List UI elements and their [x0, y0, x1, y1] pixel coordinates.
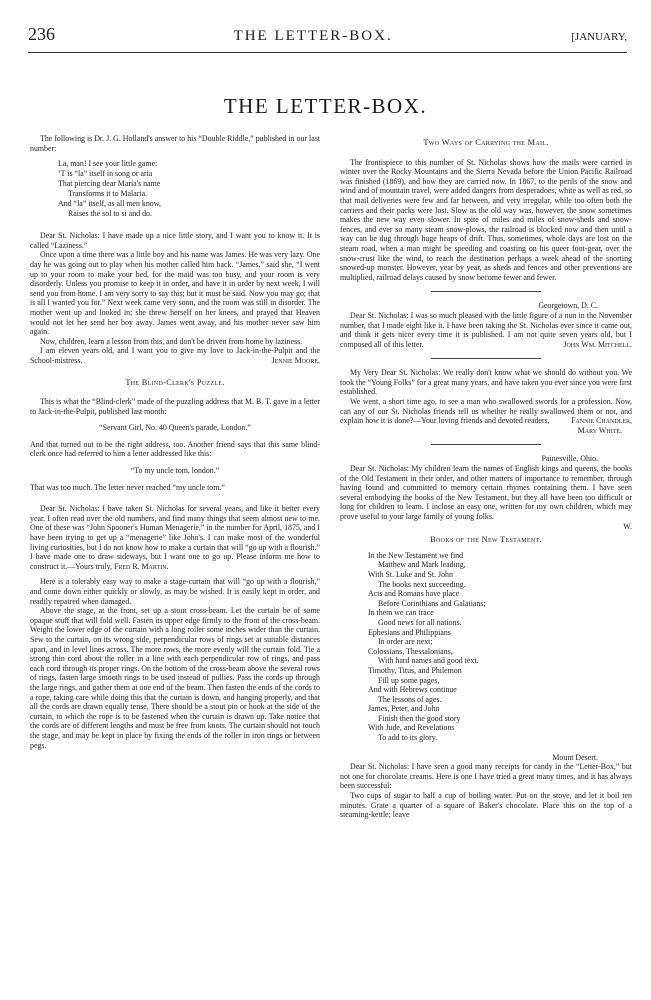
- poem-line: Ephesians and Philippians: [368, 627, 451, 637]
- mail-heading: Two Ways of Carrying the Mail.: [423, 138, 549, 147]
- poem-line: The books next succeeding.: [378, 579, 466, 589]
- divider: [431, 358, 541, 359]
- letter-signature: Jennie Moore.: [271, 355, 320, 365]
- header-rule: [28, 52, 627, 53]
- riddle-verse: [58, 159, 320, 219]
- letter-text: I am eleven years old, and I want you to give my love to Jack-in-the-Pulpit and the School-mistress.: [30, 346, 320, 365]
- poem-line: And with Hebrews continue: [368, 685, 457, 695]
- letter-paragraph: Dear St. Nicholas: I have seen a good many receipts for candy in the “Letter-Box,” but not one for chocolate creams. Here is one I have tried a great many times, and it has always been successful:: [340, 762, 632, 791]
- letter-paragraph: [30, 346, 320, 365]
- letter-paragraph: Now, children, learn a lesson from this, and don't be driven from home by laziness.: [40, 336, 303, 346]
- letter-signature: Fannie Chandler,: [571, 416, 632, 426]
- letter-paragraph: My Very Dear St. Nicholas: We really don't know what we should do without you. We took the “Young Folks” for a great many years, and have taken you ever since you were first established.: [340, 368, 632, 397]
- answer-paragraph: Above the stage, at the front, set up a stout cross-beam. Let the curtain be of some opaque stuff that will fold well. Fasten its upper edge firmly to the front of the cross-beam. Weight the lower edge of the curtain with a long roller some inches wider than the curtain. Sew to the curtain, on its wrong side, perpendicular rows of rings set at suitable distances apart, and in level lines across. The more rows, the more evenly will the curtain fold. Tie a strong thin cord about the roller in a line with each perpendicular row of rings, and pass each cord through its proper rings. On the bottom of the cross-beam above the several rows of rings, fasten large smooth rings to be used instead of pullies. Pass the cords up through the large rings, and gather them at one end of the beam. Then fasten the ends of the cords to a rope, taking care while doing this that the curtain is down, and hanging properly, and that all the cords are drawn equally tense. There should be a stout pin or hook at the side of the curtain, to which the rope is to be fastened when the curtain is drawn up. Take notice that the cords are of different lengths and must be free from knots. The curtain should not touch the stage, and may be kept in place by fixing the ends of the roller in iron rings or between pegs.: [30, 606, 320, 750]
- poem-line: In order are next;: [378, 637, 433, 647]
- page-number: 236: [28, 24, 55, 44]
- poem-line: In them we can trace: [368, 608, 434, 618]
- puzzle-end: That was too much. The letter never reached “my uncle tom.”: [30, 482, 225, 492]
- verse-line: And “la” itself, as all men know,: [58, 199, 161, 209]
- letter-signature: W.: [623, 521, 632, 531]
- letter-paragraph: Two cups of sugar to half a cup of boiling water. Put on the stove, and let it boil ten minutes. Grate a quarter of a square of Baker's chocolate. Place this on the top of a steaming-kettle; leave: [340, 791, 632, 820]
- verse-line: That piercing dear Maria's name: [58, 179, 161, 189]
- poem-line: Matthew and Mark leading,: [378, 560, 466, 570]
- letter-signature: Fred R. Martin.: [113, 561, 169, 571]
- poem-line: With St. Luke and St. John: [368, 569, 453, 579]
- poem-line: Colossians, Thessalonians,: [368, 646, 453, 656]
- poem-line: With hard names and good text.: [378, 656, 479, 666]
- dateline: Painesville, Ohio.: [541, 454, 598, 464]
- poem-line: To add to its glory.: [378, 733, 438, 743]
- divider: [431, 291, 541, 292]
- answer-paragraph: Here is a tolerably easy way to make a stage-curtain that will “go up with a flourish,” and come down either quickly or slowly, as may be wished. It is easily kept in order, and readily repaired when damaged.: [30, 577, 320, 606]
- poem-line: Timothy, Titus, and Philemon: [368, 665, 462, 675]
- verse-line: ‘T is “la” itself in song or aria: [58, 169, 153, 179]
- letter-paragraph: [340, 397, 632, 426]
- poem-line: Acts and Romans have place: [368, 589, 460, 599]
- poem-line: Before Corinthians and Galatians;: [378, 598, 486, 608]
- puzzle-intro: This is what the “Blind-clerk” made of the puzzling address that M. B. T. gave in a letter to Jack-in-the-Pulpit, published last month:: [30, 397, 320, 416]
- poem-line: Finish then the good story: [378, 713, 461, 723]
- letter-paragraph: [340, 311, 632, 349]
- divider: [431, 444, 541, 445]
- quoted-address: “To my uncle tom, london.”: [130, 466, 220, 476]
- letter-signature: Mary White.: [577, 425, 622, 435]
- letter-paragraph: [30, 504, 320, 571]
- quoted-address: “Servant Girl, No. 40 Queen's parade, London.”: [99, 423, 251, 433]
- dateline: Mount Desert.: [552, 752, 598, 762]
- page-header: [28, 24, 627, 48]
- poem: [368, 551, 632, 743]
- poem-line: The lessons of ages.: [378, 694, 442, 704]
- right-column: [340, 134, 632, 820]
- running-title: THE LETTER-BOX.: [233, 28, 393, 44]
- poem-line: James, Peter, and John: [368, 704, 440, 714]
- poem-line: Good news for all nations.: [378, 617, 462, 627]
- letter-signature: John Wm. Mitchell.: [563, 339, 632, 349]
- puzzle-heading: The Blind-Clerk's Puzzle.: [125, 377, 225, 387]
- verse-line: Transforms it to Malaria.: [68, 189, 148, 199]
- dateline: Georgetown, D. C.: [538, 301, 598, 311]
- mail-paragraph: The frontispiece to this number of St. Nicholas shows how the mails were carried in winter over the Rocky Mountains and the Sierra Nevada before the Union Pacific Railroad was finished (1869), and how they are carried now. In 1867, to the perils of the snow and wind and of mountain travel, were added dangers from desperadoes, white as well as red, so that mail deliveries were few and far between, and very irregular, while too often both the carriers and their packs were lost. Slow as the old way was, however, the snow sometimes makes the new way even slower. In spite of miles and miles of snow-sheds and snow-fences, and ever so many steam snow-plows, the railroad is blocked now and then until a way can be dug through huge heaps of drift. Thus, sometimes, whole days are lost on the steam road, when a man might be speeding and coasting on his queer foot-gear, over the snow-crust like the wind, to reach the destination perhaps a week ahead of the snorting snowed-up monster. However, year by year, as sheds and fences and other preventions are multiplied, railroad delays caused by snow become fewer and fewer.: [340, 157, 632, 282]
- puzzle-middle: And that turned out to be the right address, too. Another friend says that this same blind-clerk once had referred to him a letter addressed like this:: [30, 439, 320, 459]
- riddle-intro: The following is Dr. J. G. Holland's answer to his “Double Riddle,” published in our last number:: [30, 134, 320, 153]
- section-title: THE LETTER-BOX.: [223, 94, 428, 118]
- poem-line: With Jude, and Revelations: [368, 723, 455, 733]
- letter-paragraph: Dear St. Nicholas: I have made up a nice little story, and I want you to know it. It is called “Laziness.”: [30, 231, 320, 250]
- letter-text: Dear St. Nicholas: I have taken St. Nicholas for several years, and like it better every year. I often read over the old numbers, and find many things that seem almost new to me. One of these was “John Spooner's Human Menagerie,” in the number for April, 1875, and I have been trying to get up a “menagerie” like John's. I can make most of the wonderful living curiosities, but I do not know how to make a curtain that will “go up with a flourish.” I have made one to draw sideways, but I want one to go up. Please inform me how to construct it.—Yours truly,: [30, 504, 320, 571]
- verse-line: Raises the sol to si and do.: [68, 209, 152, 219]
- poem-line: Fill up some pages,: [378, 675, 440, 685]
- letter-paragraph: Dear St. Nicholas: My children learn the names of English kings and queens, the books of the Old Testament in their order, and other matters of importance to remember, through having found and committed to memory certain rhymes containing them. I have seen several embodying the books of the New Testament, but they all have been too difficult or long for children to learn. I inclose an easy one, written for my own children, which may prove useful to your large family of young folks.: [340, 464, 632, 521]
- letter-text: We went, a short time ago, to see a man who swallowed swords for a profession. Now, can any of our St. Nicholas friends tell us whether he really swallowed them or not, and explain how it is done?—Your loving friends and devoted readers,: [340, 397, 632, 426]
- left-column: [30, 134, 320, 750]
- poem-line: In the New Testament we find: [368, 550, 464, 560]
- poem-title: Books of the New Testament.: [430, 535, 542, 545]
- letter-paragraph: Once upon a time there was a little boy and his name was James. He was very lazy. One day he was going out to play when his mother called him back. “James,” said she, “I went up to your room to make your bed, for the maid was too busy, and your room is very disorderly. Unless you promise to keep it in order, and have it in order by next week, I will send you from home. I am very sorry to say this; but it must be said. Now you may go; that is all I wanted you for.” Next week came very soon, and the room was still in disorder. The mother went up and looked in; she threw herself on her knees, and prayed that Heaven would not let her send her boy away. James went away, and his mother never saw him again.: [30, 250, 320, 337]
- issue-date: [JANUARY,: [571, 31, 627, 43]
- letter-text: Dear St. Nicholas: I was so much pleased with the little figure of a nun in the November number, that I made eight like it. I have been taking the St. Nicholas ever since it came out, and think it gets nicer every time it is published. I am not quite seven years old, but I composed all of this letter.: [340, 310, 632, 349]
- verse-line: La, man! I see your little game:: [58, 159, 158, 169]
